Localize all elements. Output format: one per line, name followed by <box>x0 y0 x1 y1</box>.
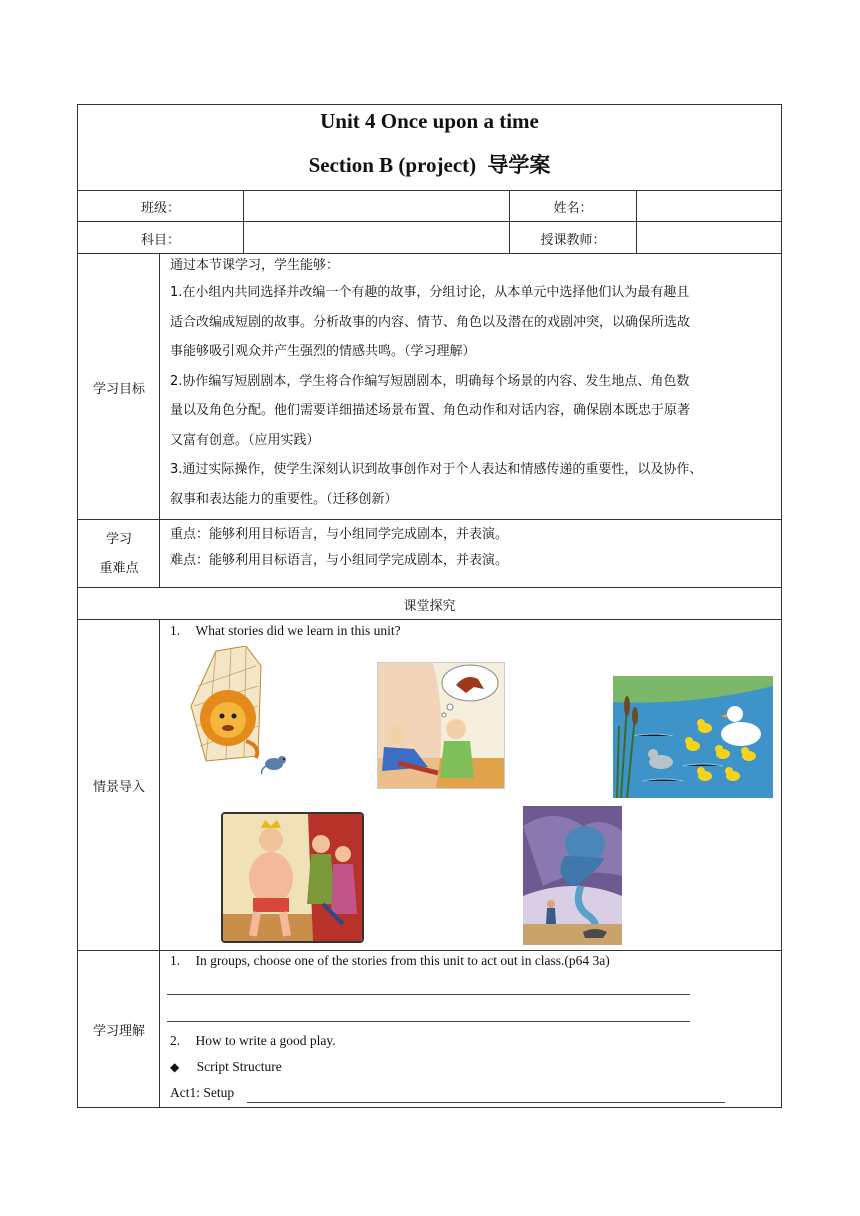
key-points-label <box>78 520 160 588</box>
ducklings-pond-icon <box>613 676 773 798</box>
key-points-row <box>78 520 781 588</box>
objective-1-line-2: 适合改编成短剧的故事。分析故事的内容、情节、角色以及潜在的戏剧冲突，以确保所选故 <box>170 314 691 330</box>
understanding-row <box>78 951 781 1107</box>
key-points-label-2: 重难点 <box>99 561 139 576</box>
scenario-label: 情景导入 <box>92 780 145 795</box>
act1-answer-line[interactable] <box>247 1102 725 1103</box>
key-point: 重点：能够利用目标语言，与小组同学完成剧本，并表演。 <box>170 527 509 542</box>
question-1-text: In groups, choose one of the stories from this unit to act out in class.(p64 3a) <box>195 953 610 968</box>
title-row <box>78 105 781 191</box>
teacher-field[interactable] <box>637 222 781 254</box>
farmer-and-horse-icon <box>377 662 505 789</box>
class-field[interactable] <box>244 191 509 222</box>
objectives-label: 学习目标 <box>92 381 145 397</box>
explore-row <box>78 588 781 620</box>
explore-label: 课堂探究 <box>403 598 456 614</box>
objectives-row <box>78 254 781 520</box>
objectives-text <box>170 254 773 514</box>
emperor-new-clothes-icon <box>221 812 364 943</box>
subtitle-en: Section B (project) <box>308 153 477 177</box>
page-title: Unit 4 Once upon a time <box>320 109 539 133</box>
answer-line-1[interactable] <box>167 994 690 995</box>
lion-in-net-icon <box>186 646 298 781</box>
script-structure-item <box>170 1059 282 1075</box>
scenario-question <box>170 623 401 639</box>
scenario-question-num: 1. <box>170 623 181 638</box>
question-1-num: 1. <box>170 953 181 968</box>
subject-teacher-row <box>78 222 781 254</box>
class-label: 班级： <box>140 201 180 216</box>
scenario-row <box>78 620 781 951</box>
difficult-point: 难点：能够利用目标语言，与小组同学完成剧本，并表演。 <box>170 553 509 568</box>
act1-label: Act1: Setup <box>170 1085 235 1100</box>
objective-2-line-2: 量以及角色分配。他们需要详细描述场景布置、角色动作和对话内容，确保剧本既忠于原著 <box>170 403 691 418</box>
subtitle-cn: 导学案 <box>487 153 551 177</box>
name-label: 姓名： <box>553 201 593 216</box>
act1-setup <box>170 1085 234 1101</box>
objective-2-line-1: 2.协作编写短剧剧本，学生将合作编写短剧剧本，明确每个场景的内容、发生地点、角色数 <box>170 373 690 389</box>
genie-lamp-icon <box>523 806 622 945</box>
understanding-label: 学习理解 <box>92 1023 145 1039</box>
scenario-question-text: What stories did we learn in this unit? <box>195 623 401 638</box>
script-structure-label: Script Structure <box>196 1059 282 1074</box>
objective-1-line-3: 事能够吸引观众并产生强烈的情感共鸣。（学习理解） <box>170 344 476 359</box>
name-field[interactable] <box>637 191 781 222</box>
subject-field[interactable] <box>244 222 509 254</box>
question-2-num: 2. <box>170 1033 181 1048</box>
worksheet-table <box>77 104 782 1108</box>
page-subtitle <box>78 149 781 179</box>
class-name-row <box>78 191 781 222</box>
question-2 <box>170 1033 336 1049</box>
answer-line-2[interactable] <box>167 1021 690 1022</box>
objective-2-line-3: 又富有创意。（应用实践） <box>170 432 320 448</box>
subject-label: 科目： <box>140 232 180 248</box>
objective-1-line-1: 1.在小组内共同选择并改编一个有趣的故事，分组讨论，从本单元中选择他们认为最有趣且 <box>170 285 690 300</box>
bullet-diamond-icon: ◆ <box>170 1060 180 1074</box>
question-1 <box>170 953 610 969</box>
key-points-text <box>170 522 773 574</box>
question-2-text: How to write a good play. <box>195 1033 336 1048</box>
teacher-label: 授课教师： <box>540 232 606 248</box>
key-points-label-1: 学习 <box>105 532 132 547</box>
objective-3-line-1: 3.通过实际操作，使学生深刻认识到故事创作对于个人表达和情感传递的重要性，以及协作、 <box>170 462 703 477</box>
objectives-intro: 通过本节课学习，学生能够： <box>170 258 340 273</box>
objective-3-line-2: 叙事和表达能力的重要性。（迁移创新） <box>170 491 398 507</box>
